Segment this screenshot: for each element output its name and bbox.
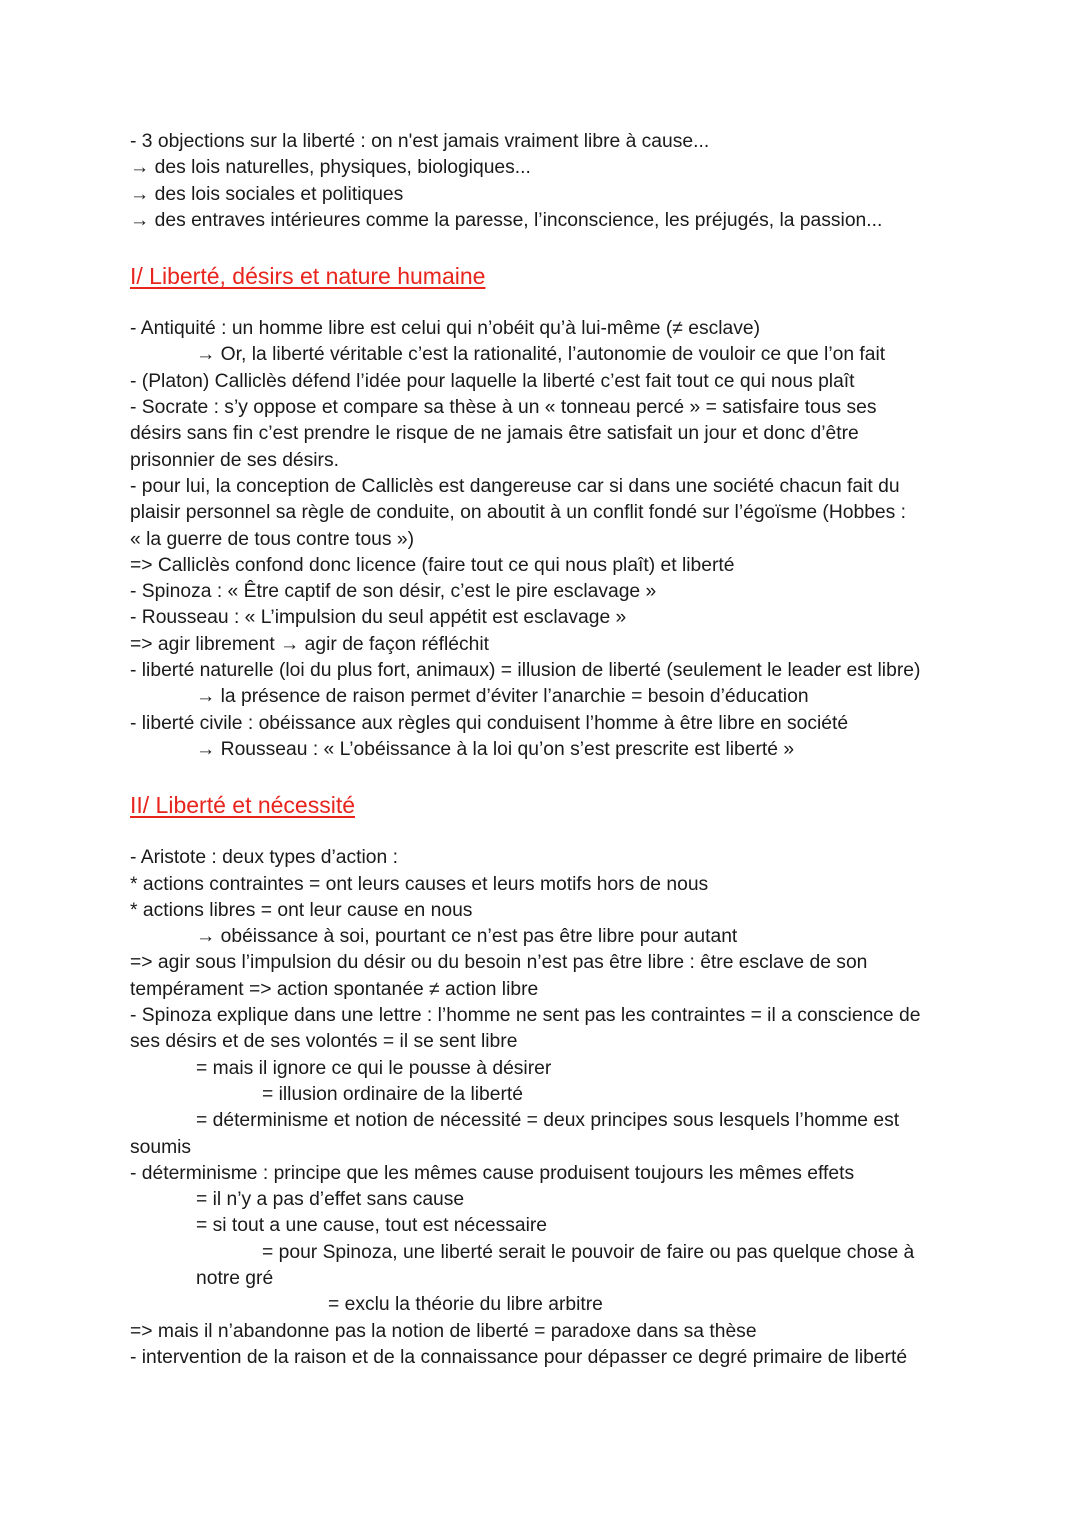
- section-1-line: - Antiquité : un homme libre est celui qui n’obéit qu’à lui-même (≠ esclave): [130, 318, 761, 340]
- section-2-line: - Aristote : deux types d’action :: [130, 847, 398, 869]
- section-1-line: → la présence de raison permet d’éviter l’anarchie = besoin d’éducation: [196, 686, 809, 708]
- section-2-line: → obéissance à soi, pourtant ce n’est pas être libre pour autant: [196, 926, 738, 948]
- section-2-line: - intervention de la raison et de la connaissance pour dépasser ce degré primaire de liberté: [130, 1346, 908, 1368]
- section-1-line: - Spinoza : « Être captif de son désir, c’est le pire esclavage »: [130, 581, 657, 603]
- intro-block: [130, 129, 960, 234]
- section-1-line: => agir librement → agir de façon réfléchit: [130, 633, 490, 655]
- section-1-line: - Socrate : s’y oppose et compare sa thèse à un « tonneau percé » = satisfaire tous ses: [130, 397, 877, 419]
- section-2-line: - déterminisme : principe que les mêmes cause produisent toujours les mêmes effets: [130, 1162, 855, 1184]
- intro-line: → des lois naturelles, physiques, biologiques...: [130, 157, 531, 179]
- section-2-line: = déterminisme et notion de nécessité = deux principes sous lesquels l’homme est: [196, 1110, 900, 1132]
- section-2-line: = si tout a une cause, tout est nécessaire: [196, 1215, 548, 1237]
- section-1-line: => Calliclès confond donc licence (faire tout ce qui nous plaît) et liberté: [130, 554, 735, 576]
- intro-line: - 3 objections sur la liberté : on n'est jamais vraiment libre à cause...: [130, 131, 710, 152]
- section-1-line: → Rousseau : « L’obéissance à la loi qu’on s’est prescrite est liberté »: [196, 738, 795, 760]
- section-2-line: = illusion ordinaire de la liberté: [262, 1083, 523, 1105]
- intro-line: → des entraves intérieures comme la paresse, l’inconscience, les préjugés, la passion...: [130, 209, 883, 231]
- section-1-line: prisonnier de ses désirs.: [130, 449, 339, 471]
- section-1-line: plaisir personnel sa règle de conduite, on aboutit à un conflit fondé sur l’égoïsme (Hobbes :: [130, 502, 907, 524]
- section-2-line: notre gré: [196, 1267, 274, 1289]
- section-2-line: tempérament => action spontanée ≠ action libre: [130, 978, 539, 1000]
- section-2-line: * actions contraintes = ont leurs causes et leurs motifs hors de nous: [130, 873, 709, 895]
- section-1-line: → Or, la liberté véritable c’est la rationalité, l’autonomie de vouloir ce que l’on fait: [196, 344, 886, 366]
- section-1-line: - liberté naturelle (loi du plus fort, animaux) = illusion de liberté (seulement le leader est libre): [130, 660, 921, 682]
- section-2-line: soumis: [130, 1136, 192, 1158]
- section-2-line: - Spinoza explique dans une lettre : l’homme ne sent pas les contraintes = il a conscience de: [130, 1005, 921, 1027]
- section-2-line: = il n’y a pas d’effet sans cause: [196, 1189, 465, 1211]
- section-1-body: [130, 316, 960, 763]
- section-1-line: - Rousseau : « L’impulsion du seul appétit est esclavage »: [130, 607, 627, 629]
- section-1-heading: I/ Liberté, désirs et nature humaine: [130, 263, 486, 290]
- section-2-line: ses désirs et de ses volontés = il se sent libre: [130, 1031, 518, 1053]
- section-2-line: => agir sous l’impulsion du désir ou du besoin n’est pas être libre : être esclave de son: [130, 952, 868, 974]
- section-2-line: = pour Spinoza, une liberté serait le pouvoir de faire ou pas quelque chose à: [262, 1241, 915, 1263]
- section-2-line: => mais il n’abandonne pas la notion de liberté = paradoxe dans sa thèse: [130, 1320, 757, 1342]
- section-2-body: [130, 845, 960, 1371]
- document-page: [130, 129, 960, 1371]
- intro-line: → des lois sociales et politiques: [130, 183, 404, 205]
- section-2-line: = mais il ignore ce qui le pousse à désirer: [196, 1057, 552, 1079]
- section-2-heading: II/ Liberté et nécessité: [130, 792, 356, 819]
- section-1-line: - liberté civile : obéissance aux règles qui conduisent l’homme à être libre en société: [130, 712, 849, 734]
- section-1-line: - pour lui, la conception de Calliclès est dangereuse car si dans une société chacun fait du: [130, 475, 900, 497]
- section-1-line: désirs sans fin c’est prendre le risque de ne jamais être satisfait un jour et donc d’être: [130, 423, 859, 445]
- section-2-line: * actions libres = ont leur cause en nous: [130, 899, 473, 921]
- section-2-line: = exclu la théorie du libre arbitre: [328, 1294, 603, 1316]
- section-1-line: « la guerre de tous contre tous »): [130, 528, 415, 550]
- section-1-line: - (Platon) Calliclès défend l’idée pour laquelle la liberté c’est fait tout ce qui nous plaît: [130, 370, 855, 392]
